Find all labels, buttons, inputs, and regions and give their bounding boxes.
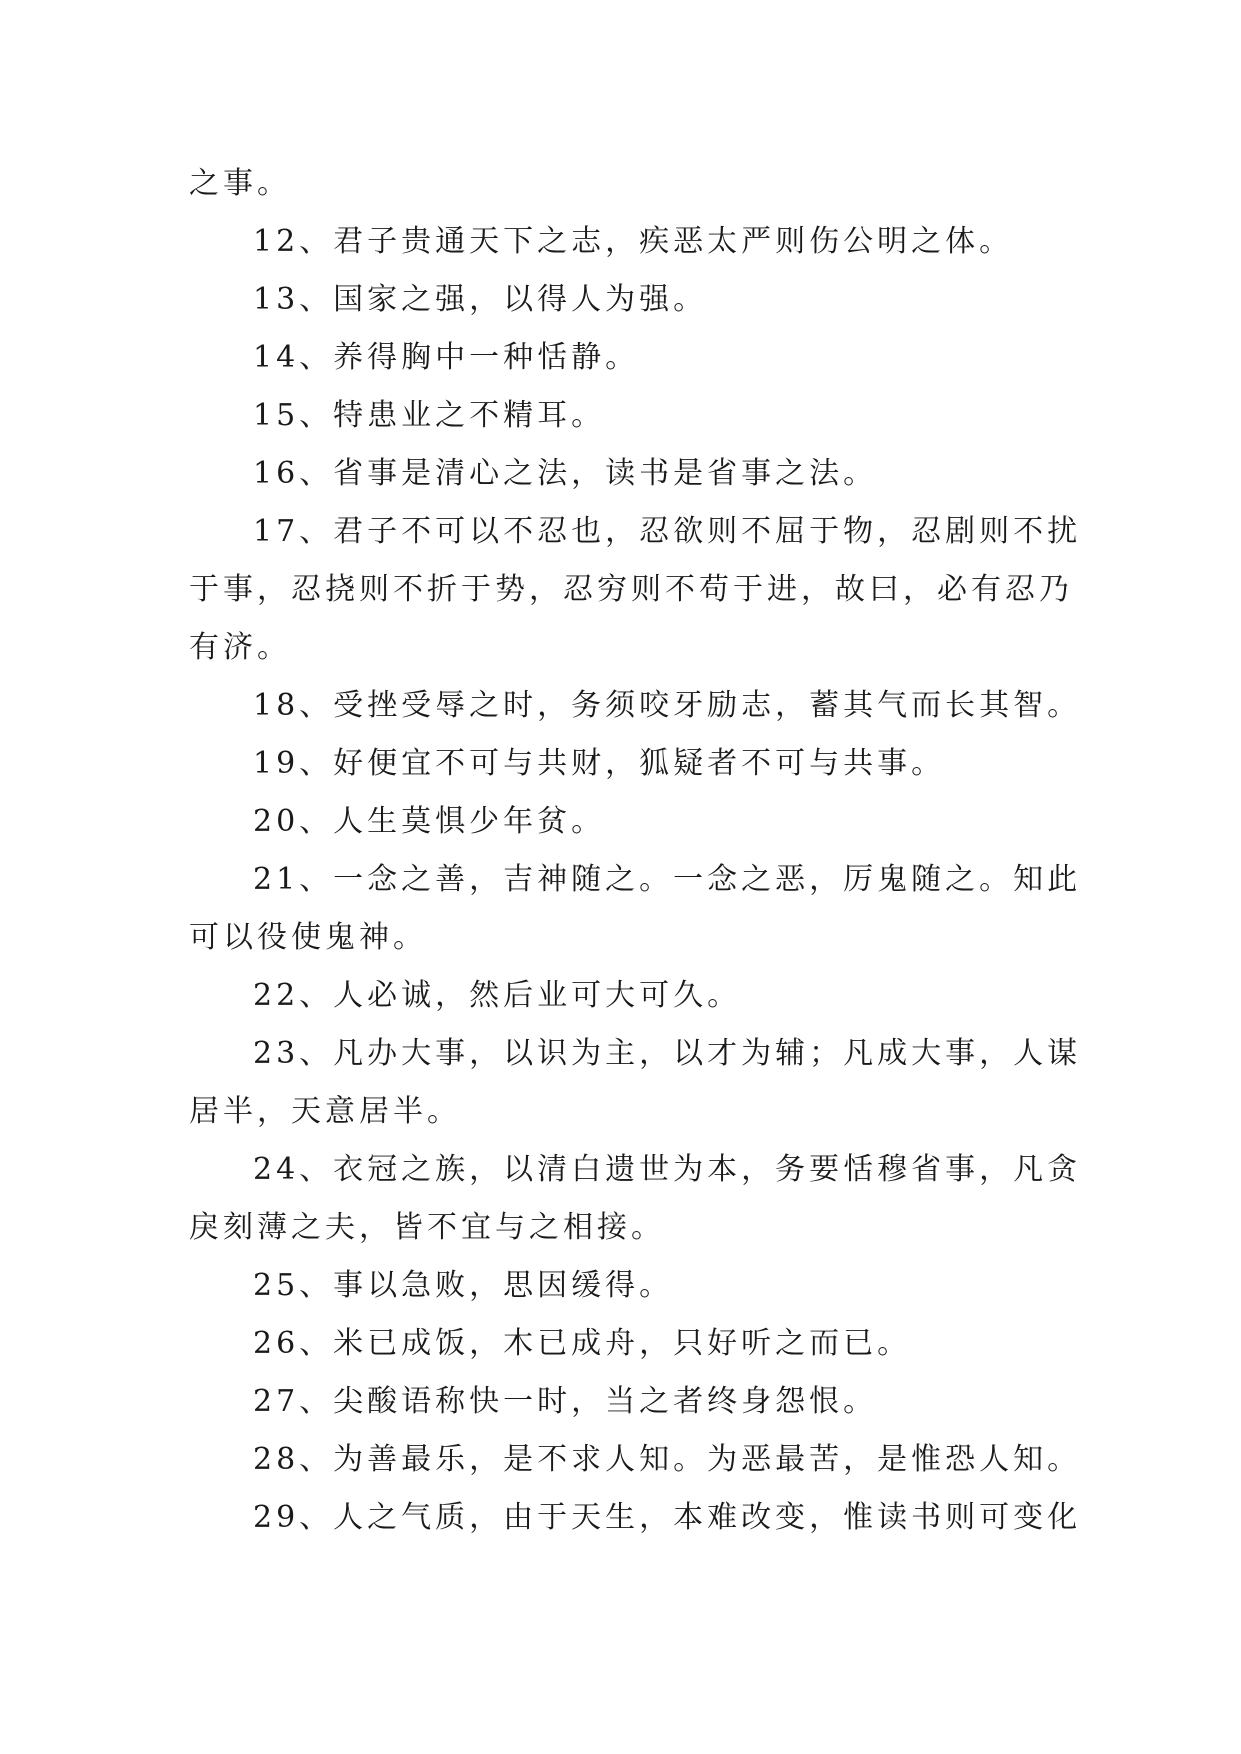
text-line: 之事。 [189, 166, 291, 201]
text-line: 15、特患业之不精耳。 [253, 398, 606, 433]
text-line: 戾刻薄之夫，皆不宜与之相接。 [189, 1210, 665, 1245]
text-line: 29、人之气质，由于天生，本难改变，惟读书则可变化 [253, 1500, 1082, 1535]
text-line: 27、尖酸语称快一时，当之者终身怨恨。 [253, 1384, 878, 1419]
text-line: 24、衣冠之族，以清白遗世为本，务要恬穆省事，凡贪 [253, 1152, 1082, 1187]
text-line: 17、君子不可以不忍也，忍欲则不屈于物，忍剧则不扰 [253, 514, 1082, 549]
text-line: 有济。 [189, 630, 291, 665]
text-line: 于事，忍挠则不折于势，忍穷则不苟于进，故曰，必有忍乃 [189, 572, 1073, 607]
text-line: 26、米已成饭，木已成舟，只好听之而已。 [253, 1326, 912, 1361]
text-line: 可以役使鬼神。 [189, 920, 427, 955]
document-body [189, 155, 1082, 1547]
text-line: 20、人生莫惧少年贫。 [253, 804, 606, 839]
text-line: 14、养得胸中一种恬静。 [253, 340, 640, 375]
text-line: 居半，天意居半。 [189, 1094, 461, 1129]
text-line: 18、受挫受辱之时，务须咬牙励志，蓄其气而长其智。 [253, 688, 1082, 723]
text-line: 22、人必诚，然后业可大可久。 [253, 978, 742, 1013]
text-line: 21、一念之善，吉神随之。一念之恶，厉鬼随之。知此 [253, 862, 1082, 897]
text-line: 19、好便宜不可与共财，狐疑者不可与共事。 [253, 746, 946, 781]
text-line: 12、君子贵通天下之志，疾恶太严则伤公明之体。 [253, 224, 1014, 259]
text-line: 28、为善最乐，是不求人知。为恶最苦，是惟恐人知。 [253, 1442, 1082, 1477]
text-line: 16、省事是清心之法，读书是省事之法。 [253, 456, 878, 491]
text-line: 25、事以急败，思因缓得。 [253, 1268, 674, 1303]
text-line: 23、凡办大事，以识为主，以才为辅；凡成大事，人谋 [253, 1036, 1082, 1071]
text-line: 13、国家之强，以得人为强。 [253, 282, 708, 317]
